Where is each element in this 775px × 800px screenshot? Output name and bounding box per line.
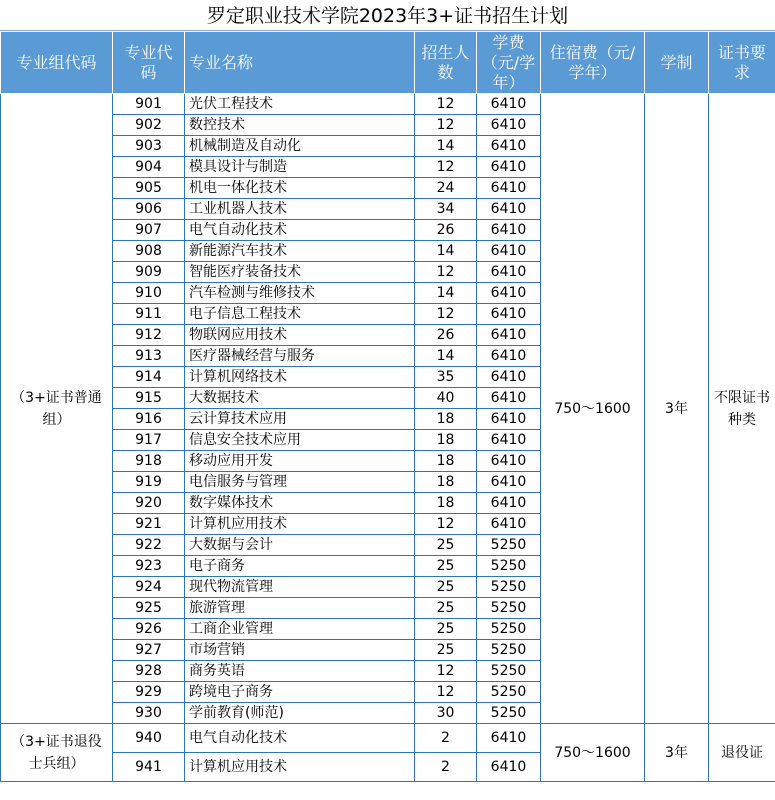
major-name-cell: 大数据技术	[185, 388, 415, 409]
table-row	[1, 94, 775, 115]
enroll-cell: 26	[415, 220, 477, 241]
major-code-cell: 940	[113, 724, 185, 753]
enroll-cell: 14	[415, 283, 477, 304]
enroll-cell: 30	[415, 703, 477, 724]
enroll-cell: 18	[415, 409, 477, 430]
tuition-cell: 6410	[477, 430, 541, 451]
major-code-cell: 910	[113, 283, 185, 304]
major-code-cell: 930	[113, 703, 185, 724]
tuition-cell: 6410	[477, 753, 541, 782]
duration-cell: 3年	[645, 94, 709, 724]
table-body	[1, 94, 775, 782]
major-name-cell: 计算机应用技术	[185, 514, 415, 535]
major-name-cell: 信息安全技术应用	[185, 430, 415, 451]
group-label-cell: （3+证书普通组）	[1, 94, 113, 724]
enroll-cell: 12	[415, 682, 477, 703]
major-code-cell: 904	[113, 157, 185, 178]
enroll-cell: 24	[415, 178, 477, 199]
major-name-cell: 跨境电子商务	[185, 682, 415, 703]
dorm-fee-cell: 750～1600	[541, 724, 645, 782]
enroll-cell: 34	[415, 199, 477, 220]
tuition-cell: 5250	[477, 640, 541, 661]
tuition-cell: 6410	[477, 724, 541, 753]
enroll-cell: 18	[415, 493, 477, 514]
dorm-fee-cell: 750～1600	[541, 94, 645, 724]
header-major-name: 专业名称	[185, 32, 415, 94]
tuition-cell: 5250	[477, 619, 541, 640]
major-code-cell: 925	[113, 598, 185, 619]
major-name-cell: 医疗器械经营与服务	[185, 346, 415, 367]
enroll-cell: 12	[415, 262, 477, 283]
major-name-cell: 电子信息工程技术	[185, 304, 415, 325]
major-code-cell: 920	[113, 493, 185, 514]
enroll-cell: 12	[415, 514, 477, 535]
enroll-cell: 25	[415, 598, 477, 619]
tuition-cell: 5250	[477, 556, 541, 577]
enroll-cell: 2	[415, 724, 477, 753]
major-code-cell: 907	[113, 220, 185, 241]
major-code-cell: 909	[113, 262, 185, 283]
tuition-cell: 6410	[477, 241, 541, 262]
major-code-cell: 926	[113, 619, 185, 640]
header-enroll: 招生人数	[415, 32, 477, 94]
header-cert: 证书要求	[709, 32, 775, 94]
tuition-cell: 6410	[477, 325, 541, 346]
major-code-cell: 908	[113, 241, 185, 262]
major-name-cell: 机电一体化技术	[185, 178, 415, 199]
tuition-cell: 6410	[477, 157, 541, 178]
major-name-cell: 计算机应用技术	[185, 753, 415, 782]
major-code-cell: 911	[113, 304, 185, 325]
enroll-cell: 12	[415, 661, 477, 682]
major-code-cell: 912	[113, 325, 185, 346]
major-name-cell: 电信服务与管理	[185, 472, 415, 493]
header-tuition: 学费（元/学年）	[477, 32, 541, 94]
major-name-cell: 电气自动化技术	[185, 220, 415, 241]
tuition-cell: 6410	[477, 493, 541, 514]
header-dorm: 住宿费（元/学年）	[541, 32, 645, 94]
major-name-cell: 物联网应用技术	[185, 325, 415, 346]
major-name-cell: 工业机器人技术	[185, 199, 415, 220]
enroll-cell: 12	[415, 157, 477, 178]
page-title: 罗定职业技术学院2023年3+证书招生计划	[0, 0, 775, 31]
tuition-cell: 6410	[477, 262, 541, 283]
enroll-cell: 25	[415, 535, 477, 556]
major-name-cell: 数控技术	[185, 115, 415, 136]
enroll-cell: 25	[415, 577, 477, 598]
tuition-cell: 6410	[477, 115, 541, 136]
major-name-cell: 智能医疗装备技术	[185, 262, 415, 283]
major-code-cell: 941	[113, 753, 185, 782]
major-name-cell: 光伏工程技术	[185, 94, 415, 115]
major-name-cell: 云计算技术应用	[185, 409, 415, 430]
header-group-code: 专业组代码	[1, 32, 113, 94]
enroll-cell: 18	[415, 472, 477, 493]
group-label-cell: （3+证书退役士兵组）	[1, 724, 113, 782]
enroll-cell: 25	[415, 640, 477, 661]
tuition-cell: 6410	[477, 283, 541, 304]
tuition-cell: 6410	[477, 388, 541, 409]
major-name-cell: 模具设计与制造	[185, 157, 415, 178]
duration-cell: 3年	[645, 724, 709, 782]
tuition-cell: 5250	[477, 577, 541, 598]
tuition-cell: 6410	[477, 94, 541, 115]
tuition-cell: 6410	[477, 409, 541, 430]
enroll-cell: 14	[415, 346, 477, 367]
enroll-cell: 25	[415, 556, 477, 577]
tuition-cell: 6410	[477, 304, 541, 325]
major-name-cell: 旅游管理	[185, 598, 415, 619]
major-name-cell: 大数据与会计	[185, 535, 415, 556]
tuition-cell: 6410	[477, 220, 541, 241]
enroll-cell: 18	[415, 430, 477, 451]
major-code-cell: 921	[113, 514, 185, 535]
major-name-cell: 市场营销	[185, 640, 415, 661]
major-name-cell: 机械制造及自动化	[185, 136, 415, 157]
enroll-cell: 25	[415, 619, 477, 640]
major-code-cell: 923	[113, 556, 185, 577]
enroll-cell: 12	[415, 304, 477, 325]
enroll-cell: 35	[415, 367, 477, 388]
table-row	[1, 724, 775, 753]
tuition-cell: 6410	[477, 472, 541, 493]
cert-req-cell: 退役证	[709, 724, 775, 782]
header-major-code: 专业代码	[113, 32, 185, 94]
enroll-cell: 2	[415, 753, 477, 782]
major-code-cell: 905	[113, 178, 185, 199]
major-code-cell: 928	[113, 661, 185, 682]
major-name-cell: 汽车检测与维修技术	[185, 283, 415, 304]
major-name-cell: 计算机网络技术	[185, 367, 415, 388]
enroll-cell: 14	[415, 136, 477, 157]
enroll-cell: 18	[415, 451, 477, 472]
enroll-cell: 12	[415, 94, 477, 115]
major-name-cell: 移动应用开发	[185, 451, 415, 472]
enroll-cell: 12	[415, 115, 477, 136]
enroll-cell: 26	[415, 325, 477, 346]
header-duration: 学制	[645, 32, 709, 94]
tuition-cell: 6410	[477, 346, 541, 367]
tuition-cell: 5250	[477, 682, 541, 703]
enrollment-table	[0, 31, 775, 782]
tuition-cell: 5250	[477, 661, 541, 682]
major-name-cell: 新能源汽车技术	[185, 241, 415, 262]
major-code-cell: 929	[113, 682, 185, 703]
enroll-cell: 14	[415, 241, 477, 262]
tuition-cell: 5250	[477, 598, 541, 619]
enroll-cell: 40	[415, 388, 477, 409]
major-code-cell: 917	[113, 430, 185, 451]
major-name-cell: 电子商务	[185, 556, 415, 577]
tuition-cell: 6410	[477, 199, 541, 220]
tuition-cell: 6410	[477, 514, 541, 535]
major-code-cell: 922	[113, 535, 185, 556]
major-code-cell: 918	[113, 451, 185, 472]
major-name-cell: 工商企业管理	[185, 619, 415, 640]
tuition-cell: 5250	[477, 535, 541, 556]
header-row	[1, 32, 775, 94]
major-name-cell: 数字媒体技术	[185, 493, 415, 514]
major-code-cell: 901	[113, 94, 185, 115]
major-code-cell: 927	[113, 640, 185, 661]
tuition-cell: 6410	[477, 136, 541, 157]
major-code-cell: 916	[113, 409, 185, 430]
major-code-cell: 924	[113, 577, 185, 598]
major-code-cell: 906	[113, 199, 185, 220]
tuition-cell: 6410	[477, 451, 541, 472]
major-name-cell: 学前教育(师范)	[185, 703, 415, 724]
major-code-cell: 915	[113, 388, 185, 409]
major-code-cell: 914	[113, 367, 185, 388]
major-code-cell: 903	[113, 136, 185, 157]
major-name-cell: 现代物流管理	[185, 577, 415, 598]
tuition-cell: 5250	[477, 703, 541, 724]
tuition-cell: 6410	[477, 178, 541, 199]
tuition-cell: 6410	[477, 367, 541, 388]
major-name-cell: 电气自动化技术	[185, 724, 415, 753]
major-name-cell: 商务英语	[185, 661, 415, 682]
major-code-cell: 919	[113, 472, 185, 493]
major-code-cell: 913	[113, 346, 185, 367]
major-code-cell: 902	[113, 115, 185, 136]
cert-req-cell: 不限证书种类	[709, 94, 775, 724]
